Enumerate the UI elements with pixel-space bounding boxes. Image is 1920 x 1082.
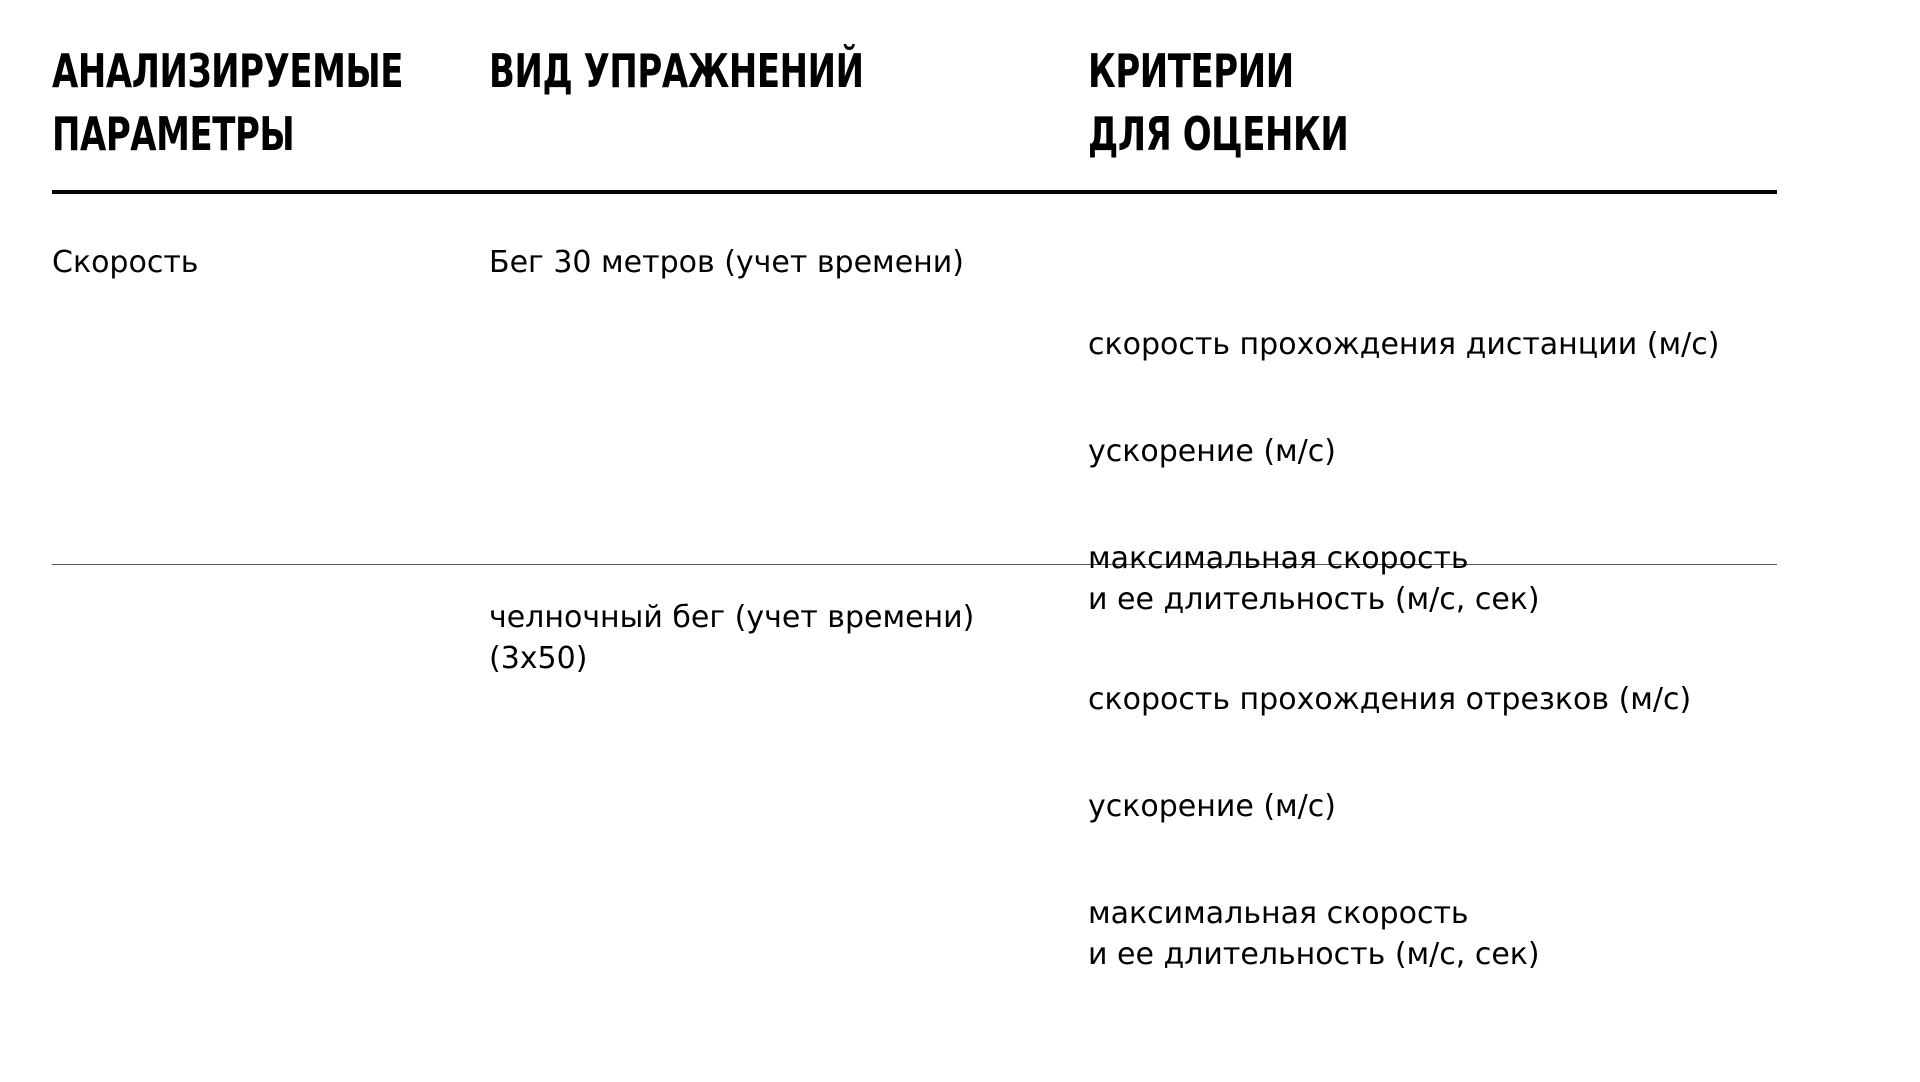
header-criteria: КРИТЕРИИ ДЛЯ ОЦЕНКИ	[1088, 44, 1349, 161]
criteria-list	[1088, 638, 1691, 1041]
criteria-item: ускорение (м/с)	[1088, 434, 1336, 469]
criteria-item: скорость прохождения отрезков (м/с)	[1088, 682, 1692, 717]
criteria-item: скорость прохождения дистанции (м/с)	[1088, 327, 1720, 362]
criteria-cell	[1088, 597, 1691, 1082]
table-row	[52, 194, 1777, 617]
criteria-table	[52, 0, 1777, 972]
table-header	[52, 0, 1777, 194]
header-parameters: АНАЛИЗИРУЕМЫЕ ПАРАМЕТРЫ	[52, 44, 404, 161]
criteria-item: максимальная скорость и ее длительность (м/с, сек)	[1088, 896, 1540, 972]
exercise-cell: Бег 30 метров (учет времени)	[489, 245, 964, 280]
exercise-cell: челночный бег (учет времени) (3х50)	[489, 600, 975, 676]
header-exercise-type: ВИД УПРАЖНЕНИЙ	[489, 44, 864, 98]
criteria-item: максимальная скорость и ее длительность (м/с, сек)	[1088, 541, 1540, 617]
table-row	[52, 565, 1777, 972]
criteria-item: ускорение (м/с)	[1088, 789, 1336, 824]
parameter-cell: Скорость	[52, 245, 199, 280]
